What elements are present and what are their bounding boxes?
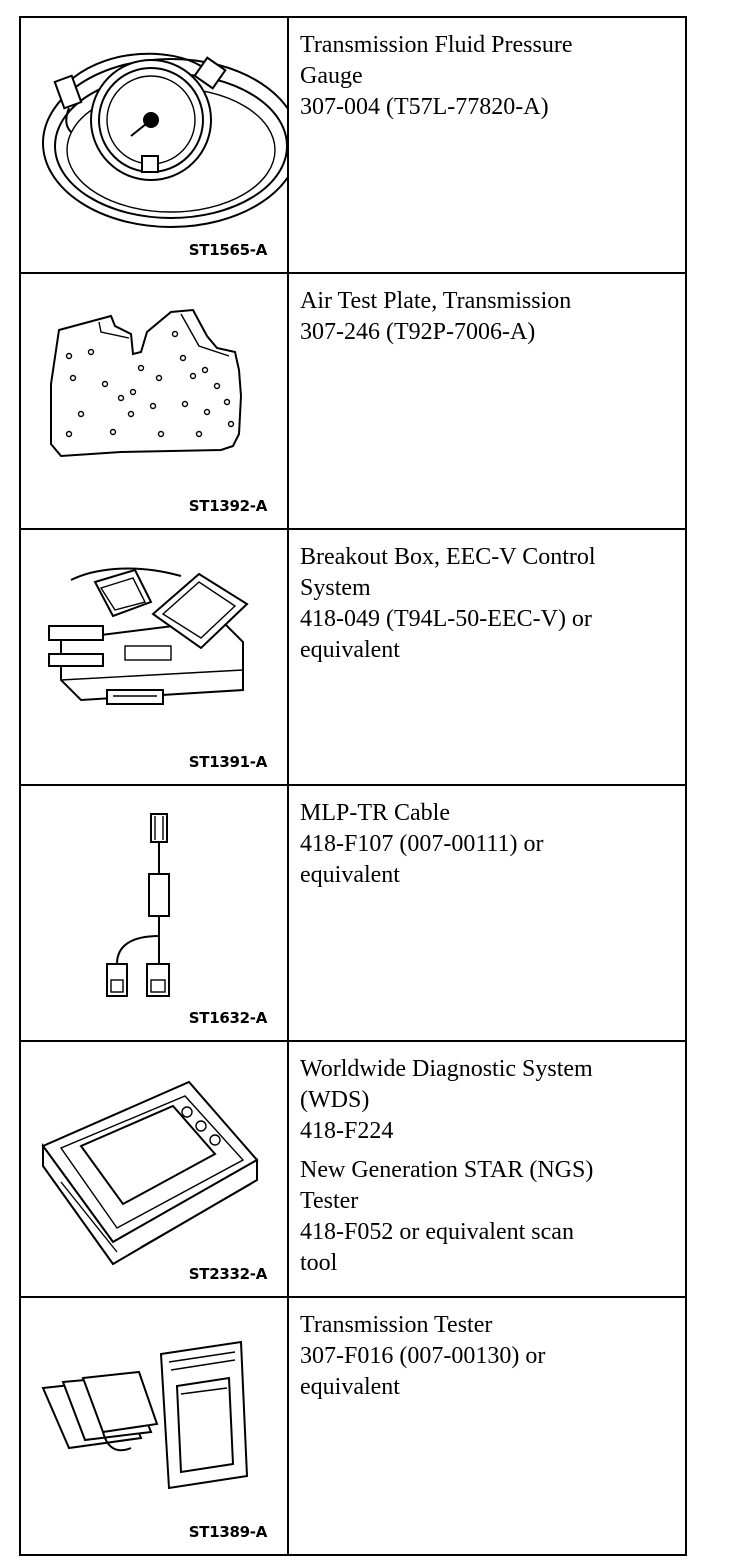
tool-number: tool [300,1250,338,1276]
tool-number: equivalent [300,637,400,663]
tool-name: (WDS) [300,1087,370,1113]
tool-name: Gauge [300,63,363,89]
figure-code: ST2332-A [188,1265,267,1283]
tool-number: 307-F016 (007-00130) or [300,1343,546,1369]
figure-code: ST1391-A [188,753,267,771]
table-row [20,529,686,785]
figure-cell [20,273,288,529]
figure-code: ST1632-A [188,1009,267,1027]
tool-name: New Generation STAR (NGS) [300,1157,594,1183]
tool-name: Transmission Tester [300,1312,493,1338]
description-cell [288,1297,686,1555]
tool-number: 307-004 (T57L-77820-A) [300,94,549,120]
description-cell [288,785,686,1041]
tool-number: 418-049 (T94L-50-EEC-V) or [300,606,592,632]
table-row [20,1297,686,1555]
special-tools-table [19,16,687,1556]
tool-name: Breakout Box, EEC-V Control [300,544,596,570]
tool-name: System [300,575,371,601]
description-cell [288,273,686,529]
tool-number: 418-F224 [300,1118,394,1144]
tool-number: equivalent [300,862,400,888]
description-cell [288,17,686,273]
figure-cell [20,1297,288,1555]
figure-code: ST1565-A [188,241,267,259]
tool-name: Worldwide Diagnostic System [300,1056,593,1082]
tool-number: 418-F052 or equivalent scan [300,1219,574,1245]
table-row [20,17,686,273]
tool-name: MLP-TR Cable [300,800,450,826]
tool-name: Air Test Plate, Transmission [300,288,572,314]
tool-number: 418-F107 (007-00111) or [300,831,544,857]
figure-cell [20,529,288,785]
table-row [20,785,686,1041]
description-cell [288,529,686,785]
tool-number: 307-246 (T92P-7006-A) [300,319,536,345]
breakout-box-icon [21,530,287,786]
figure-code: ST1389-A [188,1523,267,1541]
description-cell [288,1041,686,1297]
pressure-gauge-icon [21,18,287,274]
figure-cell [20,17,288,273]
cable-icon [21,786,287,1042]
scan-tool-icon [21,1042,287,1298]
tool-name: Transmission Fluid Pressure [300,32,573,58]
tool-number: equivalent [300,1374,400,1400]
air-test-plate-icon [21,274,287,530]
figure-cell [20,1041,288,1297]
tool-name: Tester [300,1188,359,1214]
figure-cell [20,785,288,1041]
table-row [20,273,686,529]
table-row [20,1041,686,1297]
figure-code: ST1392-A [188,497,267,515]
transmission-tester-icon [21,1298,287,1556]
